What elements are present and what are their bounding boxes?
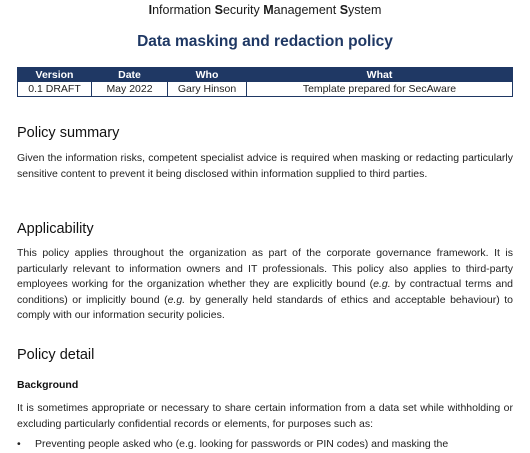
background-paragraph: It is sometimes appropriate or necessary to share certain information from a data set while withholding or excluding particularly confidential records or elements, for purposes such as: (17, 402, 513, 430)
applicability-text: by generally held standards of ethics and acceptable behaviour) to comply with our information security policies. (17, 293, 513, 322)
column-header-date: Date (92, 68, 168, 82)
section-heading-summary: Policy summary (17, 125, 120, 141)
column-header-who: Who (168, 68, 247, 82)
summary-paragraph: Given the information risks, competent specialist advice is required when masking or redacting particularly sensitive content to prevent it being disclosed within information supplied to third parties. (17, 152, 513, 180)
document-title: Data masking and redaction policy (137, 33, 393, 50)
header-word: ystem (348, 3, 382, 17)
eg-abbrev: e.g. (167, 293, 186, 306)
header-word: ecurity (222, 3, 264, 17)
section-heading-applicability: Applicability (17, 221, 94, 237)
cell-who: Gary Hinson (168, 82, 247, 97)
version-table-header-row (18, 68, 513, 82)
header-word: anagement (273, 3, 340, 17)
bullet-icon: • (17, 438, 21, 450)
applicability-text: This policy applies throughout the organization as part of the corporate governance framework. It is particularly relevant to information owners and IT professionals. This policy also applies to third-party employees working for the organization whether they are explicitly bound ( (17, 247, 513, 291)
cell-what: Template prepared for SecAware (247, 82, 513, 97)
subheading-background: Background (17, 379, 79, 391)
document-header (0, 3, 530, 17)
list-item (17, 437, 513, 453)
cell-date: May 2022 (92, 82, 168, 97)
header-initial: M (263, 3, 274, 17)
bullet-text: Preventing people asked who (e.g. looking for passwords or PIN codes) and masking the (35, 438, 449, 450)
eg-abbrev: e.g. (373, 278, 391, 291)
cell-version: 0.1 DRAFT (18, 82, 92, 97)
header-word: nformation (152, 3, 215, 17)
version-table (17, 67, 513, 97)
applicability-paragraph (17, 246, 513, 324)
header-initial: S (339, 3, 349, 17)
section-heading-detail: Policy detail (17, 347, 95, 363)
table-row (18, 82, 513, 97)
applicability-text: by contractual terms and conditions) or implicitly bound ( (17, 278, 514, 306)
header-initial: S (214, 3, 223, 17)
column-header-version: Version (18, 68, 92, 82)
column-header-what: What (247, 68, 513, 82)
header-initial: I (148, 3, 153, 17)
